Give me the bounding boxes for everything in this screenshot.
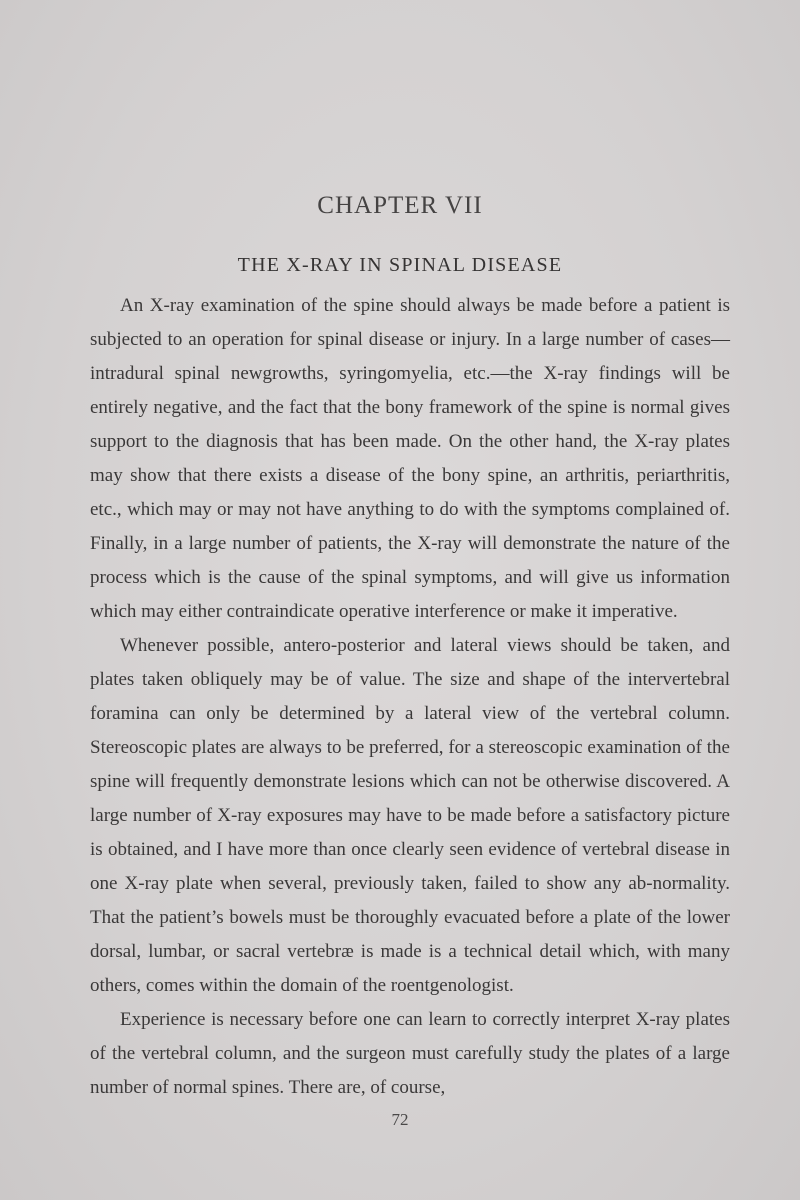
body-text [90, 289, 730, 1105]
chapter-heading: CHAPTER VII [317, 192, 483, 219]
paragraph: An X-ray examination of the spine should always be made before a patient is subjected to an operation for spinal disease or injury. In a large number of cases—intradural spinal newgrowths, syringomyelia, etc.—the X-ray findings will be entirely negative, and the fact that the bony framework of the spine is normal gives support to the diagnosis that has been made. On the other hand, the X-ray plates may show that there exists a disease of the bony spine, an arthritis, periarthritis, etc., which may or may not have anything to do with the symptoms complained of. Finally, in a large number of patients, the X-ray will demonstrate the nature of the process which is the cause of the spinal symptoms, and will give us information which may either contraindicate operative interference or make it imperative. [90, 295, 730, 622]
paragraph: Experience is necessary before one can learn to correctly interpret X-ray plates of the vertebral column, and the surgeon must carefully study the plates of a large number of normal spines. There are, of course, [90, 1009, 730, 1098]
paragraph: Whenever possible, antero-posterior and lateral views should be taken, and plates taken obliquely may be of value. The size and shape of the intervertebral foramina can only be determined by a lateral view of the vertebral column. Stereoscopic plates are always to be preferred, for a stereoscopic examination of the spine will frequently demonstrate lesions which can not be otherwise discovered. A large number of X-ray exposures may have to be made before a satisfactory picture is obtained, and I have more than once clearly seen evidence of vertebral disease in one X-ray plate when several, previously taken, failed to show any ab-normality. That the patient’s bowels must be thoroughly evacuated before a plate of the lower dorsal, lumbar, or sacral vertebræ is made is a technical detail which, with many others, comes within the domain of the roentgenologist. [90, 635, 730, 996]
chapter-title: THE X-RAY IN SPINAL DISEASE [237, 254, 563, 276]
page-number: 72 [391, 1110, 409, 1129]
